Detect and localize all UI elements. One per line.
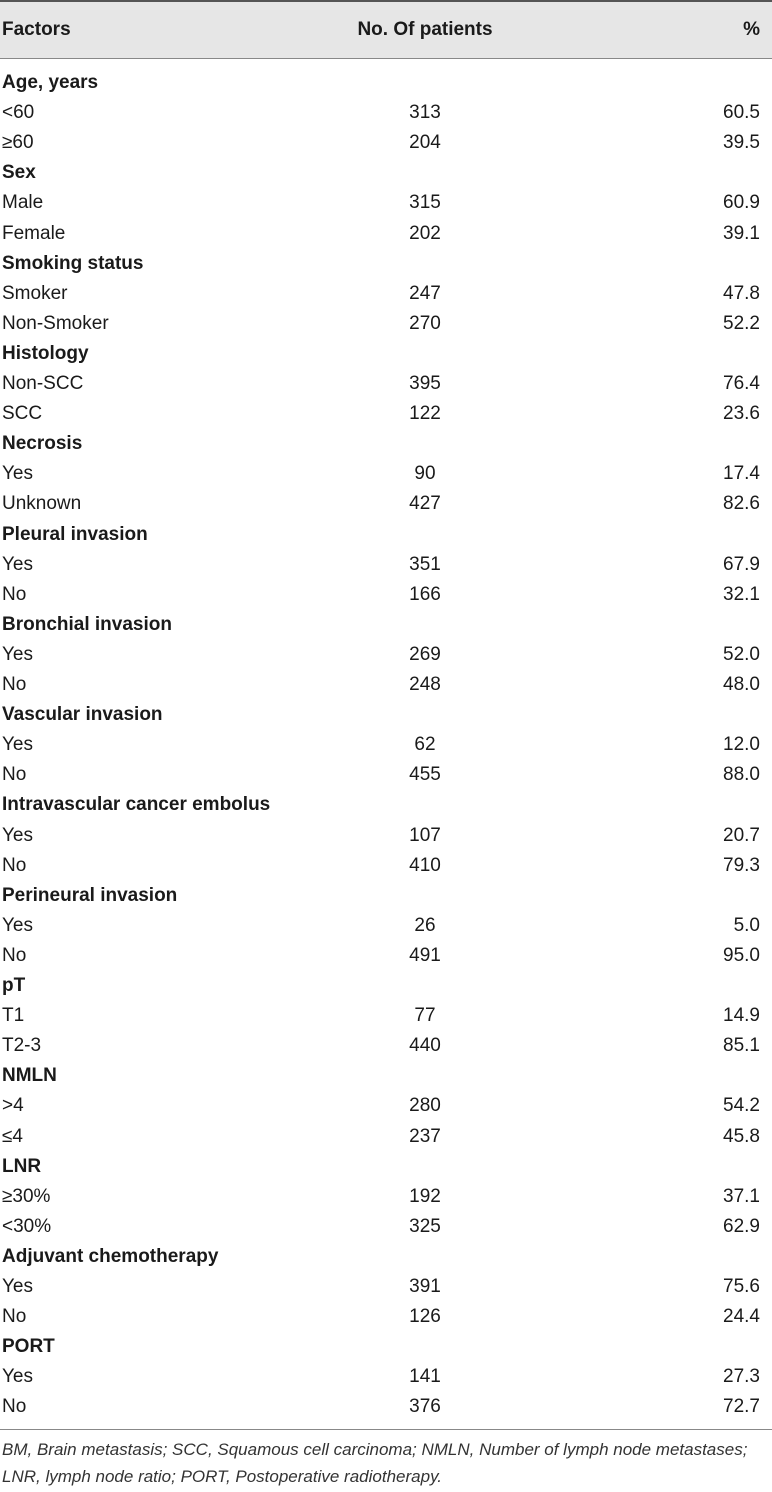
patient-count: 315 xyxy=(409,192,441,214)
percent-value: 47.8 xyxy=(723,282,760,304)
percent-value: 12.0 xyxy=(723,734,760,756)
percent-value: 95.0 xyxy=(723,944,760,966)
group-heading-row xyxy=(0,700,772,730)
factor-label: Yes xyxy=(2,914,33,936)
table-row xyxy=(0,279,772,309)
patient-count: 204 xyxy=(409,132,441,154)
table-row xyxy=(0,670,772,700)
percent-value: 75.6 xyxy=(723,1276,760,1297)
table-row xyxy=(0,128,772,158)
header-rule xyxy=(0,58,772,59)
factor-label: Unknown xyxy=(2,493,82,515)
group-heading-row xyxy=(0,429,772,459)
table-row xyxy=(0,399,772,429)
factor-label: Yes xyxy=(2,1276,33,1297)
table-row xyxy=(0,1272,772,1302)
group-heading: Age, years xyxy=(2,72,99,93)
percent-value: 54.2 xyxy=(723,1095,760,1117)
patient-count: 122 xyxy=(409,403,441,425)
percent-value: 48.0 xyxy=(723,674,760,695)
patient-count: 141 xyxy=(409,1366,441,1388)
group-heading: NMLN xyxy=(2,1065,57,1087)
table-row xyxy=(0,851,772,881)
patient-count: 440 xyxy=(409,1035,441,1057)
patient-count: 248 xyxy=(409,674,441,695)
table-row xyxy=(0,1182,772,1212)
patient-count: 313 xyxy=(409,102,441,124)
group-heading-row xyxy=(0,1332,772,1362)
table-row xyxy=(0,821,772,851)
table-row xyxy=(0,1001,772,1031)
table-row xyxy=(0,1302,772,1332)
percent-value: 72.7 xyxy=(723,1396,760,1418)
factor-label: Smoker xyxy=(2,282,68,304)
factor-label: ≥30% xyxy=(2,1185,51,1207)
patient-count: 237 xyxy=(409,1125,441,1147)
percent-value: 85.1 xyxy=(723,1035,760,1057)
percent-value: 82.6 xyxy=(723,493,760,515)
group-heading: Intravascular cancer embolus xyxy=(2,794,271,816)
percent-value: 27.3 xyxy=(723,1366,760,1388)
factor-label: ≤4 xyxy=(2,1125,23,1147)
patient-count: 202 xyxy=(409,222,441,244)
patient-count: 107 xyxy=(409,824,441,846)
factor-label: No xyxy=(2,764,27,786)
percent-value: 60.9 xyxy=(723,192,760,214)
group-heading: pT xyxy=(2,975,26,996)
percent-value: 20.7 xyxy=(723,824,760,846)
patient-count: 325 xyxy=(409,1215,441,1237)
header-factors: Factors xyxy=(2,19,71,40)
factor-label: No xyxy=(2,944,27,966)
table-footnote: BM, Brain metastasis; SCC, Squamous cell carcinoma; NMLN, Number of lymph node metastases; LNR, lymph node ratio; PORT, Postoperative radiotherapy. xyxy=(2,1440,748,1486)
group-heading-row xyxy=(0,339,772,369)
percent-value: 88.0 xyxy=(723,764,760,786)
patient-count: 455 xyxy=(409,764,441,786)
patient-count: 269 xyxy=(409,643,441,665)
group-heading: Smoking status xyxy=(2,252,144,274)
percent-value: 79.3 xyxy=(723,854,760,876)
percent-value: 17.4 xyxy=(723,463,760,485)
table-row xyxy=(0,489,772,519)
patient-count: 90 xyxy=(414,463,436,485)
percent-value: 45.8 xyxy=(723,1125,760,1147)
table-row xyxy=(0,369,772,399)
factor-label: Female xyxy=(2,222,66,244)
group-heading: Perineural invasion xyxy=(2,884,178,906)
table-row xyxy=(0,1122,772,1152)
group-heading-row xyxy=(0,249,772,279)
patient-count: 427 xyxy=(409,493,441,515)
percent-value: 39.5 xyxy=(723,132,760,154)
patient-count: 280 xyxy=(409,1095,441,1117)
factor-label: Yes xyxy=(2,463,33,485)
percent-value: 39.1 xyxy=(723,222,760,244)
group-heading-row xyxy=(0,158,772,188)
group-heading: Vascular invasion xyxy=(2,704,163,726)
table-row xyxy=(0,309,772,339)
patient-count: 62 xyxy=(414,734,436,756)
table-row xyxy=(0,1362,772,1392)
group-heading-row xyxy=(0,790,772,820)
group-heading-row xyxy=(0,1152,772,1182)
factor-label: No xyxy=(2,1306,27,1328)
factor-label: Non-SCC xyxy=(2,373,84,394)
percent-value: 52.0 xyxy=(723,643,760,665)
percent-value: 60.5 xyxy=(723,102,760,124)
factor-label: Male xyxy=(2,192,44,214)
table-row xyxy=(0,580,772,610)
patient-count: 77 xyxy=(414,1005,436,1027)
header-percent: % xyxy=(743,19,760,40)
table-row xyxy=(0,98,772,128)
group-heading-row xyxy=(0,971,772,1001)
patient-count: 26 xyxy=(414,914,436,936)
factor-label: Non-Smoker xyxy=(2,312,109,334)
patient-count: 247 xyxy=(409,282,441,304)
group-heading-row xyxy=(0,881,772,911)
factor-label: <30% xyxy=(2,1215,52,1237)
factor-label: No xyxy=(2,674,27,695)
factor-label: No xyxy=(2,1396,27,1418)
table-row xyxy=(0,1392,772,1422)
percent-value: 24.4 xyxy=(723,1306,760,1328)
table-row xyxy=(0,760,772,790)
percent-value: 14.9 xyxy=(723,1005,760,1027)
table-row xyxy=(0,941,772,971)
patient-count: 410 xyxy=(409,854,441,876)
table-row xyxy=(0,1031,772,1061)
header-patients: No. Of patients xyxy=(357,19,493,40)
factor-label: Yes xyxy=(2,1366,33,1388)
percent-value: 37.1 xyxy=(723,1185,760,1207)
factor-label: ≥60 xyxy=(2,132,34,154)
group-heading-row xyxy=(0,520,772,550)
table-row xyxy=(0,640,772,670)
factor-label: Yes xyxy=(2,553,33,575)
factor-label: Yes xyxy=(2,734,33,756)
table-row xyxy=(0,730,772,760)
percent-value: 52.2 xyxy=(723,312,760,334)
percent-value: 62.9 xyxy=(723,1215,760,1237)
group-heading: Sex xyxy=(2,162,36,184)
percent-value: 67.9 xyxy=(723,553,760,575)
table-row xyxy=(0,1212,772,1242)
patient-count: 395 xyxy=(409,373,441,394)
factor-label: Yes xyxy=(2,824,33,846)
percent-value: 32.1 xyxy=(723,583,760,605)
factor-label: No xyxy=(2,854,27,876)
table-row xyxy=(0,219,772,249)
patient-count: 192 xyxy=(409,1185,441,1207)
patient-count: 126 xyxy=(409,1306,441,1328)
table-row xyxy=(0,550,772,580)
group-heading: Pleural invasion xyxy=(2,523,148,545)
factor-label: Yes xyxy=(2,643,33,665)
table-row xyxy=(0,911,772,941)
group-heading-row xyxy=(0,68,772,98)
patient-count: 376 xyxy=(409,1396,441,1418)
group-heading: Adjuvant chemotherapy xyxy=(2,1245,219,1267)
factor-label: T2-3 xyxy=(2,1035,42,1057)
factor-label: >4 xyxy=(2,1095,24,1117)
group-heading-row xyxy=(0,1061,772,1091)
factor-label: No xyxy=(2,583,27,605)
percent-value: 5.0 xyxy=(733,914,760,936)
group-heading: PORT xyxy=(2,1336,55,1358)
factor-label: SCC xyxy=(2,403,43,425)
group-heading: Bronchial invasion xyxy=(2,613,172,635)
patient-count: 391 xyxy=(409,1276,441,1297)
group-heading-row xyxy=(0,1242,772,1272)
table-row xyxy=(0,459,772,489)
table-row xyxy=(0,1091,772,1121)
group-heading: Necrosis xyxy=(2,433,83,455)
group-heading: LNR xyxy=(2,1155,42,1177)
patient-count: 491 xyxy=(409,944,441,966)
patient-count: 351 xyxy=(409,553,441,575)
group-heading: Histology xyxy=(2,342,89,364)
factor-label: <60 xyxy=(2,102,35,124)
percent-value: 23.6 xyxy=(723,403,760,425)
factor-label: T1 xyxy=(2,1005,25,1027)
group-heading-row xyxy=(0,610,772,640)
bottom-rule xyxy=(0,1429,772,1430)
patient-count: 270 xyxy=(409,312,441,334)
patient-count: 166 xyxy=(409,583,441,605)
table-row xyxy=(0,188,772,218)
percent-value: 76.4 xyxy=(723,373,760,394)
